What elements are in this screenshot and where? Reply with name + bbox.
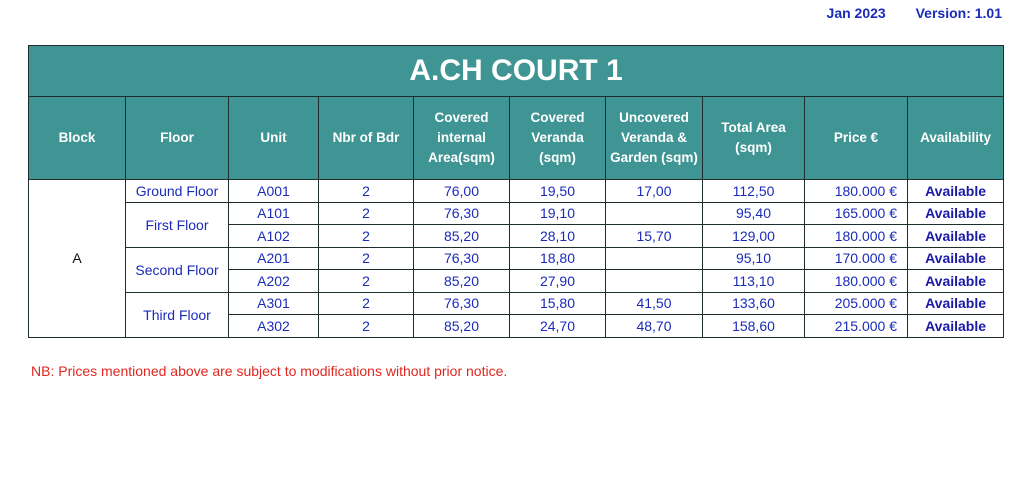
total-area-cell: 113,10	[703, 270, 805, 293]
covered-area-cell: 85,20	[414, 270, 510, 293]
price-cell: 215.000 €	[805, 315, 908, 338]
availability-cell: Available	[908, 202, 1004, 225]
col-uncovered-veranda: Uncovered Veranda & Garden (sqm)	[606, 97, 703, 180]
document-meta	[827, 5, 1002, 21]
col-block: Block	[29, 97, 126, 180]
column-header-row	[29, 97, 1004, 180]
col-price: Price €	[805, 97, 908, 180]
covered-veranda-cell: 15,80	[510, 292, 606, 315]
uncovered-veranda-cell	[606, 270, 703, 293]
availability-cell: Available	[908, 270, 1004, 293]
covered-veranda-cell: 18,80	[510, 247, 606, 270]
availability-cell: Available	[908, 225, 1004, 248]
covered-veranda-cell: 19,50	[510, 180, 606, 203]
price-cell: 180.000 €	[805, 180, 908, 203]
unit-cell: A101	[229, 202, 319, 225]
col-floor: Floor	[126, 97, 229, 180]
unit-cell: A001	[229, 180, 319, 203]
price-cell: 165.000 €	[805, 202, 908, 225]
covered-area-cell: 85,20	[414, 315, 510, 338]
bedrooms-cell: 2	[319, 247, 414, 270]
col-unit: Unit	[229, 97, 319, 180]
price-cell: 180.000 €	[805, 270, 908, 293]
floor-cell: Third Floor	[126, 292, 229, 337]
table-row	[29, 180, 1004, 203]
floor-cell: Ground Floor	[126, 180, 229, 203]
bedrooms-cell: 2	[319, 292, 414, 315]
availability-cell: Available	[908, 180, 1004, 203]
unit-cell: A302	[229, 315, 319, 338]
availability-cell: Available	[908, 247, 1004, 270]
price-cell: 205.000 €	[805, 292, 908, 315]
covered-area-cell: 76,30	[414, 247, 510, 270]
uncovered-veranda-cell: 41,50	[606, 292, 703, 315]
bedrooms-cell: 2	[319, 225, 414, 248]
price-disclaimer-note: NB: Prices mentioned above are subject to modifications without prior notice.	[31, 363, 508, 379]
table-row	[29, 292, 1004, 315]
unit-cell: A102	[229, 225, 319, 248]
unit-cell: A301	[229, 292, 319, 315]
price-cell: 170.000 €	[805, 247, 908, 270]
covered-area-cell: 85,20	[414, 225, 510, 248]
price-list-table	[28, 45, 1004, 338]
table-row	[29, 247, 1004, 270]
covered-area-cell: 76,30	[414, 292, 510, 315]
unit-cell: A201	[229, 247, 319, 270]
covered-veranda-cell: 27,90	[510, 270, 606, 293]
floor-cell: First Floor	[126, 202, 229, 247]
bedrooms-cell: 2	[319, 202, 414, 225]
covered-area-cell: 76,30	[414, 202, 510, 225]
covered-area-cell: 76,00	[414, 180, 510, 203]
floor-cell: Second Floor	[126, 247, 229, 292]
table-row	[29, 202, 1004, 225]
uncovered-veranda-cell: 17,00	[606, 180, 703, 203]
total-area-cell: 112,50	[703, 180, 805, 203]
total-area-cell: 95,10	[703, 247, 805, 270]
col-availability: Availability	[908, 97, 1004, 180]
col-covered-veranda: Covered Veranda (sqm)	[510, 97, 606, 180]
covered-veranda-cell: 19,10	[510, 202, 606, 225]
table-title: A.CH COURT 1	[29, 46, 1004, 97]
col-total-area: Total Area (sqm)	[703, 97, 805, 180]
bedrooms-cell: 2	[319, 270, 414, 293]
price-cell: 180.000 €	[805, 225, 908, 248]
availability-cell: Available	[908, 292, 1004, 315]
uncovered-veranda-cell	[606, 247, 703, 270]
covered-veranda-cell: 28,10	[510, 225, 606, 248]
availability-cell: Available	[908, 315, 1004, 338]
covered-veranda-cell: 24,70	[510, 315, 606, 338]
bedrooms-cell: 2	[319, 180, 414, 203]
document-date: Jan 2023	[826, 5, 886, 21]
uncovered-veranda-cell: 15,70	[606, 225, 703, 248]
document-version: Version: 1.01	[915, 5, 1002, 21]
bedrooms-cell: 2	[319, 315, 414, 338]
total-area-cell: 133,60	[703, 292, 805, 315]
col-bedrooms: Nbr of Bdr	[319, 97, 414, 180]
total-area-cell: 158,60	[703, 315, 805, 338]
uncovered-veranda-cell: 48,70	[606, 315, 703, 338]
total-area-cell: 129,00	[703, 225, 805, 248]
uncovered-veranda-cell	[606, 202, 703, 225]
col-covered-area: Covered internal Area(sqm)	[414, 97, 510, 180]
total-area-cell: 95,40	[703, 202, 805, 225]
block-cell: A	[29, 180, 126, 338]
unit-cell: A202	[229, 270, 319, 293]
